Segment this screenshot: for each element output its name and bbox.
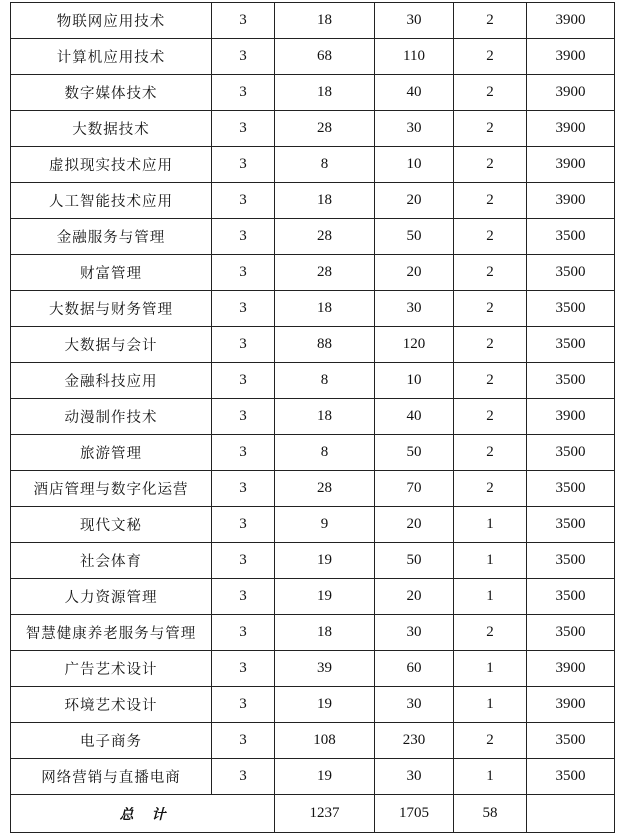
- years-cell: 3: [212, 759, 275, 795]
- table-row: [11, 723, 615, 759]
- plan-cell: 20: [375, 507, 454, 543]
- plan-cell: 110: [375, 39, 454, 75]
- classes-cell: 2: [454, 435, 527, 471]
- classes-cell: 2: [454, 183, 527, 219]
- major-name-cell: 金融科技应用: [11, 363, 212, 399]
- fee-cell: 3900: [527, 399, 615, 435]
- count-cell: 88: [275, 327, 375, 363]
- table-row: [11, 507, 615, 543]
- years-cell: 3: [212, 723, 275, 759]
- count-cell: 19: [275, 579, 375, 615]
- years-cell: 3: [212, 147, 275, 183]
- major-name-cell: 虚拟现实技术应用: [11, 147, 212, 183]
- count-cell: 8: [275, 435, 375, 471]
- plan-cell: 30: [375, 687, 454, 723]
- plan-cell: 50: [375, 219, 454, 255]
- major-name-cell: 酒店管理与数字化运营: [11, 471, 212, 507]
- classes-cell: 1: [454, 687, 527, 723]
- classes-cell: 2: [454, 255, 527, 291]
- years-cell: 3: [212, 291, 275, 327]
- table-row: [11, 183, 615, 219]
- fee-cell: 3900: [527, 183, 615, 219]
- table-row: [11, 3, 615, 39]
- table-row: [11, 651, 615, 687]
- fee-cell: 3500: [527, 471, 615, 507]
- classes-cell: 2: [454, 147, 527, 183]
- major-name-cell: 数字媒体技术: [11, 75, 212, 111]
- fee-cell: 3500: [527, 291, 615, 327]
- classes-cell: 2: [454, 39, 527, 75]
- major-name-cell: 智慧健康养老服务与管理: [11, 615, 212, 651]
- count-cell: 19: [275, 759, 375, 795]
- years-cell: 3: [212, 687, 275, 723]
- count-cell: 18: [275, 3, 375, 39]
- major-name-cell: 人工智能技术应用: [11, 183, 212, 219]
- major-name-cell: 社会体育: [11, 543, 212, 579]
- plan-cell: 230: [375, 723, 454, 759]
- count-cell: 8: [275, 363, 375, 399]
- count-cell: 9: [275, 507, 375, 543]
- fee-cell: 3900: [527, 147, 615, 183]
- count-cell: 28: [275, 111, 375, 147]
- table-row: [11, 255, 615, 291]
- classes-cell: 1: [454, 759, 527, 795]
- count-cell: 18: [275, 183, 375, 219]
- classes-cell: 2: [454, 615, 527, 651]
- fee-cell: 3500: [527, 219, 615, 255]
- plan-cell: 30: [375, 291, 454, 327]
- years-cell: 3: [212, 579, 275, 615]
- count-cell: 18: [275, 291, 375, 327]
- fee-cell: 3900: [527, 111, 615, 147]
- count-cell: 28: [275, 471, 375, 507]
- total-label: 总计: [11, 795, 275, 833]
- major-name-cell: 物联网应用技术: [11, 3, 212, 39]
- count-cell: 39: [275, 651, 375, 687]
- years-cell: 3: [212, 543, 275, 579]
- fee-cell: 3900: [527, 75, 615, 111]
- years-cell: 3: [212, 3, 275, 39]
- table-row: [11, 291, 615, 327]
- major-name-cell: 环境艺术设计: [11, 687, 212, 723]
- classes-cell: 2: [454, 219, 527, 255]
- major-name-cell: 大数据技术: [11, 111, 212, 147]
- count-cell: 19: [275, 687, 375, 723]
- years-cell: 3: [212, 507, 275, 543]
- plan-cell: 10: [375, 363, 454, 399]
- plan-cell: 40: [375, 75, 454, 111]
- table-row: [11, 435, 615, 471]
- years-cell: 3: [212, 327, 275, 363]
- classes-cell: 2: [454, 363, 527, 399]
- years-cell: 3: [212, 471, 275, 507]
- years-cell: 3: [212, 183, 275, 219]
- major-name-cell: 计算机应用技术: [11, 39, 212, 75]
- years-cell: 3: [212, 651, 275, 687]
- years-cell: 3: [212, 39, 275, 75]
- table-row: [11, 219, 615, 255]
- major-name-cell: 现代文秘: [11, 507, 212, 543]
- count-cell: 18: [275, 75, 375, 111]
- table-row: [11, 75, 615, 111]
- table-row: [11, 615, 615, 651]
- plan-cell: 20: [375, 579, 454, 615]
- major-name-cell: 人力资源管理: [11, 579, 212, 615]
- enrollment-table: [10, 2, 615, 833]
- plan-cell: 60: [375, 651, 454, 687]
- classes-cell: 2: [454, 399, 527, 435]
- classes-cell: 2: [454, 75, 527, 111]
- fee-cell: 3500: [527, 435, 615, 471]
- classes-cell: 1: [454, 507, 527, 543]
- count-cell: 28: [275, 219, 375, 255]
- major-name-cell: 大数据与会计: [11, 327, 212, 363]
- total-plan-cell: 1705: [375, 795, 454, 833]
- plan-cell: 120: [375, 327, 454, 363]
- fee-cell: 3500: [527, 255, 615, 291]
- count-cell: 68: [275, 39, 375, 75]
- plan-cell: 20: [375, 183, 454, 219]
- plan-cell: 10: [375, 147, 454, 183]
- total-count-cell: 1237: [275, 795, 375, 833]
- count-cell: 28: [275, 255, 375, 291]
- years-cell: 3: [212, 363, 275, 399]
- table-row: [11, 327, 615, 363]
- years-cell: 3: [212, 75, 275, 111]
- plan-cell: 30: [375, 759, 454, 795]
- plan-cell: 30: [375, 615, 454, 651]
- total-classes-cell: 58: [454, 795, 527, 833]
- major-name-cell: 电子商务: [11, 723, 212, 759]
- classes-cell: 2: [454, 471, 527, 507]
- classes-cell: 2: [454, 111, 527, 147]
- fee-cell: 3500: [527, 759, 615, 795]
- classes-cell: 1: [454, 651, 527, 687]
- table-body: [11, 3, 615, 833]
- fee-cell: 3500: [527, 507, 615, 543]
- count-cell: 8: [275, 147, 375, 183]
- years-cell: 3: [212, 615, 275, 651]
- fee-cell: 3500: [527, 615, 615, 651]
- table-row: [11, 399, 615, 435]
- major-name-cell: 财富管理: [11, 255, 212, 291]
- total-fee-cell: [527, 795, 615, 833]
- total-row: [11, 795, 615, 833]
- fee-cell: 3900: [527, 39, 615, 75]
- years-cell: 3: [212, 219, 275, 255]
- fee-cell: 3500: [527, 543, 615, 579]
- count-cell: 18: [275, 399, 375, 435]
- plan-cell: 50: [375, 435, 454, 471]
- major-name-cell: 广告艺术设计: [11, 651, 212, 687]
- plan-cell: 20: [375, 255, 454, 291]
- table-row: [11, 759, 615, 795]
- fee-cell: 3900: [527, 687, 615, 723]
- classes-cell: 2: [454, 291, 527, 327]
- fee-cell: 3500: [527, 327, 615, 363]
- fee-cell: 3900: [527, 651, 615, 687]
- fee-cell: 3500: [527, 723, 615, 759]
- table-row: [11, 363, 615, 399]
- table-row: [11, 471, 615, 507]
- plan-cell: 30: [375, 3, 454, 39]
- years-cell: 3: [212, 435, 275, 471]
- table-row: [11, 579, 615, 615]
- table-row: [11, 111, 615, 147]
- major-name-cell: 动漫制作技术: [11, 399, 212, 435]
- fee-cell: 3500: [527, 579, 615, 615]
- major-name-cell: 大数据与财务管理: [11, 291, 212, 327]
- major-name-cell: 金融服务与管理: [11, 219, 212, 255]
- years-cell: 3: [212, 399, 275, 435]
- classes-cell: 1: [454, 543, 527, 579]
- major-name-cell: 网络营销与直播电商: [11, 759, 212, 795]
- plan-cell: 40: [375, 399, 454, 435]
- table-row: [11, 543, 615, 579]
- fee-cell: 3900: [527, 3, 615, 39]
- count-cell: 108: [275, 723, 375, 759]
- classes-cell: 2: [454, 327, 527, 363]
- plan-cell: 70: [375, 471, 454, 507]
- years-cell: 3: [212, 111, 275, 147]
- plan-cell: 30: [375, 111, 454, 147]
- plan-cell: 50: [375, 543, 454, 579]
- fee-cell: 3500: [527, 363, 615, 399]
- major-name-cell: 旅游管理: [11, 435, 212, 471]
- table-row: [11, 39, 615, 75]
- classes-cell: 2: [454, 3, 527, 39]
- years-cell: 3: [212, 255, 275, 291]
- count-cell: 18: [275, 615, 375, 651]
- classes-cell: 1: [454, 579, 527, 615]
- table-row: [11, 147, 615, 183]
- table-row: [11, 687, 615, 723]
- count-cell: 19: [275, 543, 375, 579]
- classes-cell: 2: [454, 723, 527, 759]
